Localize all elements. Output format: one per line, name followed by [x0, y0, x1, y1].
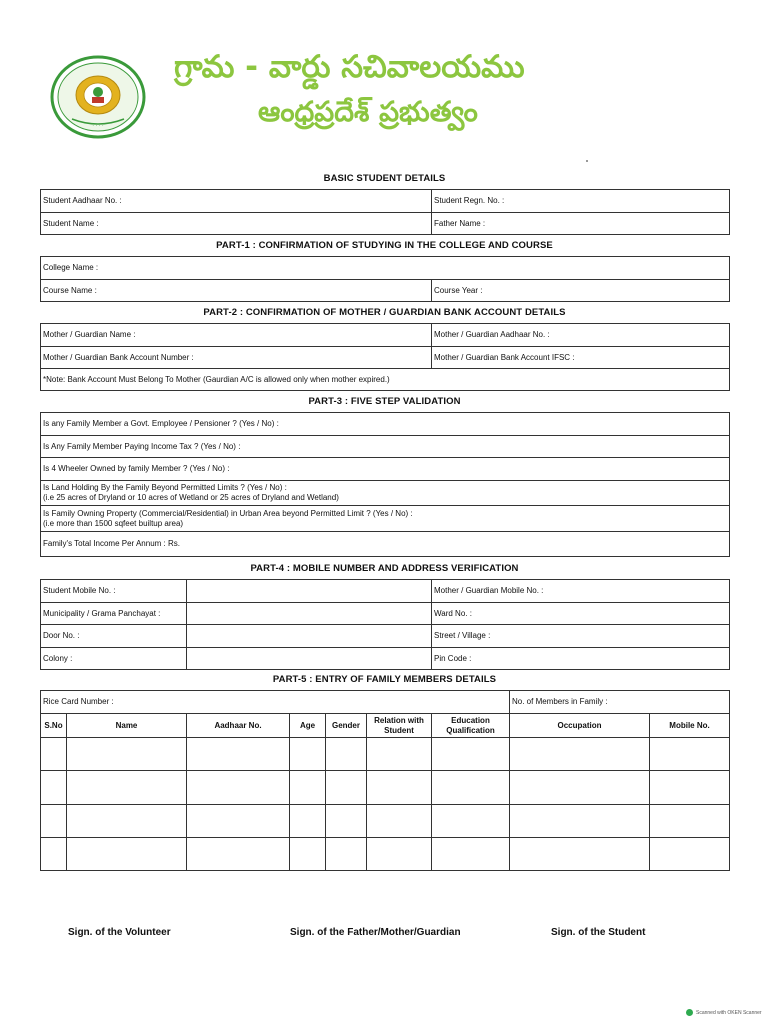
guardian-aadhaar-field[interactable]: Mother / Guardian Aadhaar No. :: [432, 324, 730, 347]
volunteer-signature-label: Sign. of the Volunteer: [68, 927, 171, 938]
col-header-sno: S.No: [41, 714, 67, 738]
cell-sno[interactable]: [41, 771, 67, 805]
scanner-logo-icon: [686, 1009, 693, 1016]
cell-aadhaar[interactable]: [187, 738, 290, 771]
cell-name[interactable]: [67, 771, 187, 805]
basic-details-table: [40, 189, 730, 235]
cell-occupation[interactable]: [510, 805, 650, 838]
cell-name[interactable]: [67, 805, 187, 838]
part2-title: PART-2 : CONFIRMATION OF MOTHER / GUARDIAN BANK ACCOUNT DETAILS: [203, 307, 566, 318]
table-row: [41, 738, 730, 771]
col-header-relation-line2: Student: [384, 725, 414, 735]
cell-mobile[interactable]: [650, 838, 730, 871]
guardian-bank-account-field[interactable]: Mother / Guardian Bank Account Number :: [41, 347, 432, 369]
scanner-watermark: [686, 1009, 762, 1016]
course-name-field[interactable]: Course Name :: [41, 280, 432, 302]
cell-sno[interactable]: [41, 738, 67, 771]
col-header-education-line1: Education: [451, 715, 490, 725]
cell-gender[interactable]: [326, 805, 367, 838]
college-name-field[interactable]: College Name :: [41, 257, 730, 280]
colony-field[interactable]: [187, 648, 432, 670]
student-mobile-field[interactable]: [187, 580, 432, 603]
part4-table: [40, 579, 730, 670]
door-field[interactable]: [187, 625, 432, 648]
bank-account-note: *Note: Bank Account Must Belong To Mother (Gaurdian A/C is allowed only when mother expired.): [41, 369, 730, 391]
rice-card-field[interactable]: Rice Card Number :: [41, 691, 510, 714]
student-mobile-label: Student Mobile No. :: [41, 580, 187, 603]
urban-property-question[interactable]: [41, 506, 730, 532]
student-name-field[interactable]: Student Name :: [41, 213, 432, 235]
land-holding-question-text: Is Land Holding By the Family Beyond Permitted Limits ? (Yes / No) :: [43, 483, 287, 492]
govt-employee-question[interactable]: Is any Family Member a Govt. Employee / Pensioner ? (Yes / No) :: [41, 413, 730, 436]
ap-government-seal-logo: [50, 55, 146, 139]
scanner-watermark-text: Scanned with OKEN Scanner: [696, 1009, 762, 1016]
student-regn-field[interactable]: Student Regn. No. :: [432, 190, 730, 213]
members-count-field[interactable]: No. of Members in Family :: [510, 691, 730, 714]
family-income-field[interactable]: Family's Total Income Per Annum : Rs.: [41, 532, 730, 557]
cell-age[interactable]: [290, 838, 326, 871]
municipality-field[interactable]: [187, 603, 432, 625]
cell-occupation[interactable]: [510, 838, 650, 871]
student-aadhaar-field[interactable]: Student Aadhaar No. :: [41, 190, 432, 213]
family-members-table: [40, 690, 730, 871]
table-row: [41, 805, 730, 838]
table-row: [41, 838, 730, 871]
cell-age[interactable]: [290, 771, 326, 805]
cell-gender[interactable]: [326, 838, 367, 871]
course-year-field[interactable]: Course Year :: [432, 280, 730, 302]
cell-aadhaar[interactable]: [187, 771, 290, 805]
street-village-field[interactable]: Street / Village :: [432, 625, 730, 648]
cell-aadhaar[interactable]: [187, 805, 290, 838]
basic-details-title: BASIC STUDENT DETAILS: [323, 173, 446, 184]
part1-table: [40, 256, 730, 302]
cell-occupation[interactable]: [510, 738, 650, 771]
title-telugu-secretariat: గ్రామ - వార్డు సచివాలయము: [174, 49, 525, 85]
col-header-relation-line1: Relation with: [374, 715, 424, 725]
municipality-label: Municipality / Grama Panchayat :: [41, 603, 187, 625]
part4-title: PART-4 : MOBILE NUMBER AND ADDRESS VERIFICATION: [250, 563, 519, 574]
cell-sno[interactable]: [41, 805, 67, 838]
cell-age[interactable]: [290, 738, 326, 771]
cell-name[interactable]: [67, 738, 187, 771]
cell-age[interactable]: [290, 805, 326, 838]
part2-table: [40, 323, 730, 391]
guardian-signature-label: Sign. of the Father/Mother/Guardian: [290, 927, 461, 938]
col-header-age: Age: [290, 714, 326, 738]
cell-relation[interactable]: [367, 805, 432, 838]
pin-code-field[interactable]: Pin Code :: [432, 648, 730, 670]
col-header-aadhaar: Aadhaar No.: [187, 714, 290, 738]
ward-field[interactable]: Ward No. :: [432, 603, 730, 625]
part1-title: PART-1 : CONFIRMATION OF STUDYING IN THE COLLEGE AND COURSE: [216, 240, 553, 251]
col-header-occupation: Occupation: [510, 714, 650, 738]
guardian-ifsc-field[interactable]: Mother / Guardian Bank Account IFSC :: [432, 347, 730, 369]
guardian-mobile-field[interactable]: Mother / Guardian Mobile No. :: [432, 580, 730, 603]
guardian-name-field[interactable]: Mother / Guardian Name :: [41, 324, 432, 347]
four-wheeler-question[interactable]: Is 4 Wheeler Owned by family Member ? (Yes / No) :: [41, 458, 730, 481]
part3-title: PART-3 : FIVE STEP VALIDATION: [308, 396, 461, 407]
urban-property-limit-note: (i.e more than 1500 sqfeet builtup area): [43, 518, 184, 528]
cell-gender[interactable]: [326, 771, 367, 805]
father-name-field[interactable]: Father Name :: [432, 213, 730, 235]
cell-mobile[interactable]: [650, 771, 730, 805]
income-tax-question[interactable]: Is Any Family Member Paying Income Tax ? (Yes / No) :: [41, 436, 730, 458]
col-header-relation: [367, 714, 432, 738]
part5-title: PART-5 : ENTRY OF FAMILY MEMBERS DETAILS: [272, 674, 497, 685]
cell-relation[interactable]: [367, 738, 432, 771]
col-header-mobile: Mobile No.: [650, 714, 730, 738]
cell-relation[interactable]: [367, 838, 432, 871]
cell-sno[interactable]: [41, 838, 67, 871]
urban-property-question-text: Is Family Owning Property (Commercial/Residential) in Urban Area beyond Permitted Limit ? (Yes / No) :: [43, 508, 413, 518]
cell-education[interactable]: [432, 738, 510, 771]
title-telugu-government: ఆంధ్రప్రదేశ్ ప్రభుత్వం: [258, 95, 478, 128]
cell-gender[interactable]: [326, 738, 367, 771]
land-holding-limit-note: (i.e 25 acres of Dryland or 10 acres of Wetland or 25 acres of Dryland and Wetland): [43, 493, 339, 502]
colony-label: Colony :: [41, 648, 187, 670]
cell-name[interactable]: [67, 838, 187, 871]
cell-education[interactable]: [432, 805, 510, 838]
cell-education[interactable]: [432, 838, 510, 871]
land-holding-question[interactable]: [41, 481, 730, 506]
cell-relation[interactable]: [367, 771, 432, 805]
svg-text:· · · ·: · · · ·: [92, 123, 104, 129]
cell-mobile[interactable]: [650, 738, 730, 771]
student-signature-label: Sign. of the Student: [551, 927, 646, 938]
col-header-education: [432, 714, 510, 738]
cell-education[interactable]: [432, 771, 510, 805]
door-label: Door No. :: [41, 625, 187, 648]
scan-speck: [586, 160, 588, 162]
col-header-education-line2: Qualification: [446, 725, 495, 735]
col-header-gender: Gender: [326, 714, 367, 738]
header: [0, 0, 768, 150]
cell-mobile[interactable]: [650, 805, 730, 838]
col-header-name: Name: [67, 714, 187, 738]
part3-table: [40, 412, 730, 557]
cell-aadhaar[interactable]: [187, 838, 290, 871]
table-row: [41, 771, 730, 805]
cell-occupation[interactable]: [510, 771, 650, 805]
